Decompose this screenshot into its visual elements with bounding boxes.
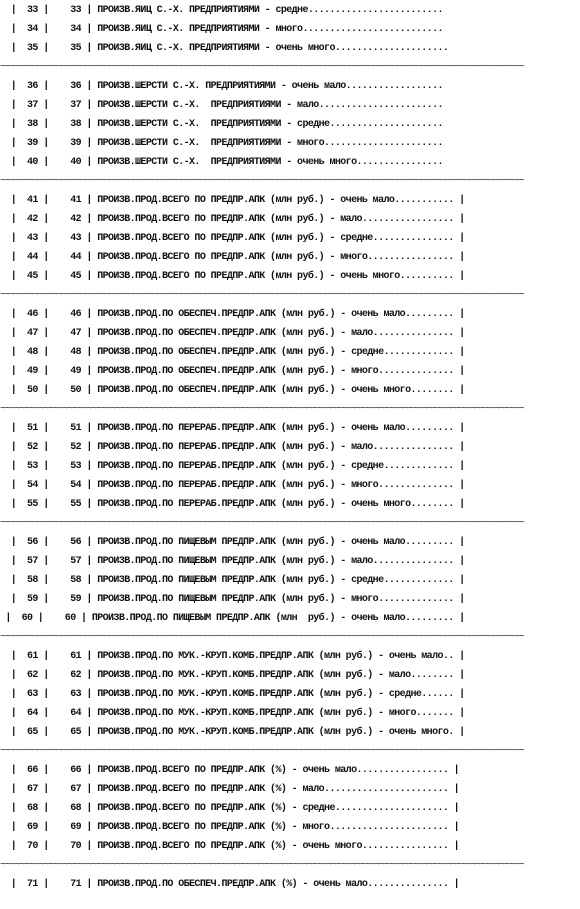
listing-row: | 64 | 64 | ПРОИЗВ.ПРОД.ПО МУК.-КРУП.КОМБ.ПРЕДПР.АПК (млн руб.) - много....... | [0,708,465,719]
separator-line: ~~~~~~~~~~~~~~~~~~~~~~~~~~~~~~~~~~~~~~~~~~~~~~~~~~~~~~~~~~~~~~~~~~~~~~~~~~~~~~~~~~~~~~~~~~~~~~~~~~~~~~~~~~~~~ [0,62,524,73]
listing-row: | 45 | 45 | ПРОИЗВ.ПРОД.ВСЕГО ПО ПРЕДПР.АПК (млн руб.) - очень много.......... | [0,271,465,282]
listing-row: | 67 | 67 | ПРОИЗВ.ПРОД.ВСЕГО ПО ПРЕДПР.АПК (%) - мало....................... | [0,784,460,795]
separator-line: ~~~~~~~~~~~~~~~~~~~~~~~~~~~~~~~~~~~~~~~~~~~~~~~~~~~~~~~~~~~~~~~~~~~~~~~~~~~~~~~~~~~~~~~~~~~~~~~~~~~~~~~~~~~~~ [0,404,524,415]
separator-line: ~~~~~~~~~~~~~~~~~~~~~~~~~~~~~~~~~~~~~~~~~~~~~~~~~~~~~~~~~~~~~~~~~~~~~~~~~~~~~~~~~~~~~~~~~~~~~~~~~~~~~~~~~~~~~ [0,746,524,757]
listing-row: | 33 | 33 | ПРОИЗВ.ЯИЦ С.-Х. ПРЕДПРИЯТИЯМИ - средне......................... [0,5,443,16]
listing-row: | 65 | 65 | ПРОИЗВ.ПРОД.ПО МУК.-КРУП.КОМБ.ПРЕДПР.АПК (млн руб.) - очень много. | [0,727,465,738]
listing-row: | 43 | 43 | ПРОИЗВ.ПРОД.ВСЕГО ПО ПРЕДПР.АПК (млн руб.) - средне............... | [0,233,465,244]
listing-row: | 68 | 68 | ПРОИЗВ.ПРОД.ВСЕГО ПО ПРЕДПР.АПК (%) - средне..................... | [0,803,460,814]
listing-row: | 53 | 53 | ПРОИЗВ.ПРОД.ПО ПЕРЕРАБ.ПРЕДПР.АПК (млн руб.) - средне............. | [0,461,465,472]
listing-row: | 36 | 36 | ПРОИЗВ.ШЕРСТИ С.-Х. ПРЕДПРИЯТИЯМИ - очень мало.................. [0,81,443,92]
listing-row: | 49 | 49 | ПРОИЗВ.ПРОД.ПО ОБЕСПЕЧ.ПРЕДПР.АПК (млн руб.) - много.............. | [0,366,465,377]
listing-row: | 50 | 50 | ПРОИЗВ.ПРОД.ПО ОБЕСПЕЧ.ПРЕДПР.АПК (млн руб.) - очень много........ | [0,385,465,396]
listing-row: | 55 | 55 | ПРОИЗВ.ПРОД.ПО ПЕРЕРАБ.ПРЕДПР.АПК (млн руб.) - очень много........ | [0,499,465,510]
listing-row: | 52 | 52 | ПРОИЗВ.ПРОД.ПО ПЕРЕРАБ.ПРЕДПР.АПК (млн руб.) - мало............... | [0,442,465,453]
listing-row: | 35 | 35 | ПРОИЗВ.ЯИЦ С.-Х. ПРЕДПРИЯТИЯМИ - очень много..................... [0,43,449,54]
listing-row: | 51 | 51 | ПРОИЗВ.ПРОД.ПО ПЕРЕРАБ.ПРЕДПР.АПК (млн руб.) - очень мало......... | [0,423,465,434]
listing-row: | 58 | 58 | ПРОИЗВ.ПРОД.ПО ПИЩЕВЫМ ПРЕДПР.АПК (млн руб.) - средне............. | [0,575,465,586]
listing-row: | 38 | 38 | ПРОИЗВ.ШЕРСТИ С.-Х. ПРЕДПРИЯТИЯМИ - средне..................... [0,119,443,130]
separator-line: ~~~~~~~~~~~~~~~~~~~~~~~~~~~~~~~~~~~~~~~~~~~~~~~~~~~~~~~~~~~~~~~~~~~~~~~~~~~~~~~~~~~~~~~~~~~~~~~~~~~~~~~~~~~~~ [0,290,524,301]
listing-row: | 46 | 46 | ПРОИЗВ.ПРОД.ПО ОБЕСПЕЧ.ПРЕДПР.АПК (млн руб.) - очень мало......... | [0,309,465,320]
listing-row: | 70 | 70 | ПРОИЗВ.ПРОД.ВСЕГО ПО ПРЕДПР.АПК (%) - очень много................ | [0,841,460,852]
listing-row: | 37 | 37 | ПРОИЗВ.ШЕРСТИ С.-Х. ПРЕДПРИЯТИЯМИ - мало....................... [0,100,443,111]
separator-line: ~~~~~~~~~~~~~~~~~~~~~~~~~~~~~~~~~~~~~~~~~~~~~~~~~~~~~~~~~~~~~~~~~~~~~~~~~~~~~~~~~~~~~~~~~~~~~~~~~~~~~~~~~~~~~ [0,632,524,643]
listing-row: | 60 | 60 | ПРОИЗВ.ПРОД.ПО ПИЩЕВЫМ ПРЕДПР.АПК (млн руб.) - очень мало......... | [0,613,465,624]
listing-row: | 57 | 57 | ПРОИЗВ.ПРОД.ПО ПИЩЕВЫМ ПРЕДПР.АПК (млн руб.) - мало............... | [0,556,465,567]
listing-row: | 34 | 34 | ПРОИЗВ.ЯИЦ С.-Х. ПРЕДПРИЯТИЯМИ - много.......................... [0,24,443,35]
listing-row: | 59 | 59 | ПРОИЗВ.ПРОД.ПО ПИЩЕВЫМ ПРЕДПР.АПК (млн руб.) - много.............. | [0,594,465,605]
listing-row: | 71 | 71 | ПРОИЗВ.ПРОД.ПО ОБЕСПЕЧ.ПРЕДПР.АПК (%) - очень мало............... | [0,879,460,890]
listing-row: | 48 | 48 | ПРОИЗВ.ПРОД.ПО ОБЕСПЕЧ.ПРЕДПР.АПК (млн руб.) - средне............. | [0,347,465,358]
separator-line: ~~~~~~~~~~~~~~~~~~~~~~~~~~~~~~~~~~~~~~~~~~~~~~~~~~~~~~~~~~~~~~~~~~~~~~~~~~~~~~~~~~~~~~~~~~~~~~~~~~~~~~~~~~~~~ [0,518,524,529]
listing-row: | 44 | 44 | ПРОИЗВ.ПРОД.ВСЕГО ПО ПРЕДПР.АПК (млн руб.) - много................ | [0,252,465,263]
listing-row: | 56 | 56 | ПРОИЗВ.ПРОД.ПО ПИЩЕВЫМ ПРЕДПР.АПК (млн руб.) - очень мало......... | [0,537,465,548]
separator-line: ~~~~~~~~~~~~~~~~~~~~~~~~~~~~~~~~~~~~~~~~~~~~~~~~~~~~~~~~~~~~~~~~~~~~~~~~~~~~~~~~~~~~~~~~~~~~~~~~~~~~~~~~~~~~~ [0,860,524,871]
separator-line: ~~~~~~~~~~~~~~~~~~~~~~~~~~~~~~~~~~~~~~~~~~~~~~~~~~~~~~~~~~~~~~~~~~~~~~~~~~~~~~~~~~~~~~~~~~~~~~~~~~~~~~~~~~~~~ [0,176,524,187]
listing-row: | 47 | 47 | ПРОИЗВ.ПРОД.ПО ОБЕСПЕЧ.ПРЕДПР.АПК (млн руб.) - мало............... | [0,328,465,339]
listing-row: | 61 | 61 | ПРОИЗВ.ПРОД.ПО МУК.-КРУП.КОМБ.ПРЕДПР.АПК (млн руб.) - очень мало.. | [0,651,465,662]
listing-row: | 42 | 42 | ПРОИЗВ.ПРОД.ВСЕГО ПО ПРЕДПР.АПК (млн руб.) - мало................. | [0,214,465,225]
listing-row: | 41 | 41 | ПРОИЗВ.ПРОД.ВСЕГО ПО ПРЕДПР.АПК (млн руб.) - очень мало........... | [0,195,465,206]
listing-row: | 54 | 54 | ПРОИЗВ.ПРОД.ПО ПЕРЕРАБ.ПРЕДПР.АПК (млн руб.) - много.............. | [0,480,465,491]
listing-row: | 63 | 63 | ПРОИЗВ.ПРОД.ПО МУК.-КРУП.КОМБ.ПРЕДПР.АПК (млн руб.) - средне...... | [0,689,465,700]
listing-row: | 40 | 40 | ПРОИЗВ.ШЕРСТИ С.-Х. ПРЕДПРИЯТИЯМИ - очень много................ [0,157,443,168]
listing-row: | 62 | 62 | ПРОИЗВ.ПРОД.ПО МУК.-КРУП.КОМБ.ПРЕДПР.АПК (млн руб.) - мало........ | [0,670,465,681]
listing-row: | 66 | 66 | ПРОИЗВ.ПРОД.ВСЕГО ПО ПРЕДПР.АПК (%) - очень мало................. | [0,765,460,776]
listing-row: | 39 | 39 | ПРОИЗВ.ШЕРСТИ С.-Х. ПРЕДПРИЯТИЯМИ - много...................... [0,138,443,149]
listing-row: | 69 | 69 | ПРОИЗВ.ПРОД.ВСЕГО ПО ПРЕДПР.АПК (%) - много...................... | [0,822,460,833]
